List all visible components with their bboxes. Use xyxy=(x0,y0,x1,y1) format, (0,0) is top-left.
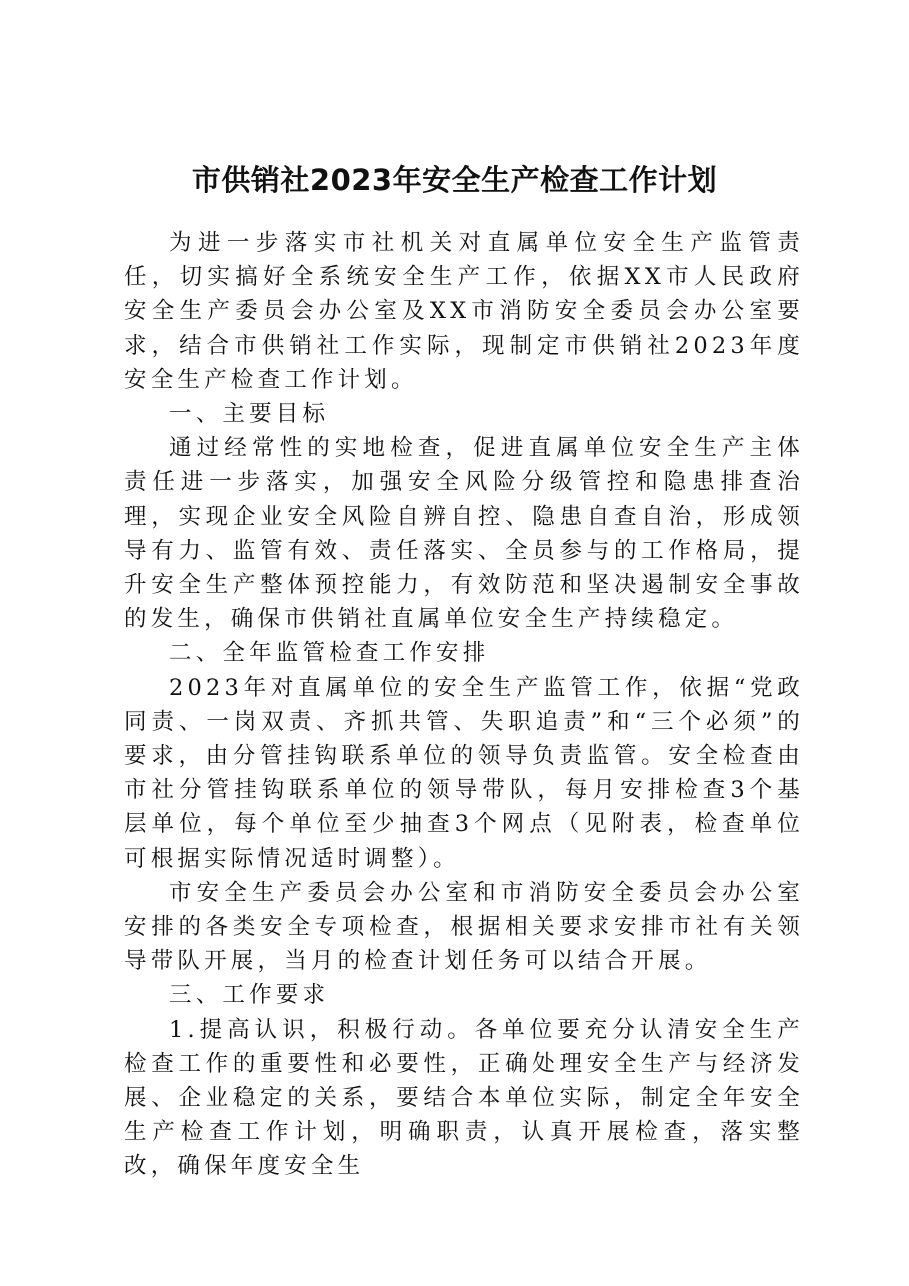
arrangement-paragraph-2: 市安全生产委员会办公室和市消防安全委员会办公室安排的各类安全专项检查，根据相关要求安排市社有关领导带队开展，当月的检查计划任务可以结合开展。 xyxy=(124,879,804,975)
section-heading-goals: 一、主要目标 xyxy=(169,401,330,428)
section-heading-arrangement: 二、全年监管检查工作安排 xyxy=(169,640,490,667)
requirements-paragraph-1: 1.提高认识，积极行动。各单位要充分认清安全生产检查工作的重要性和必要性，正确处理安全生产与经济发展、企业稳定的关系，要结合本单位实际，制定全年安全生产检查工作计划，明确职责，认真开展检查，落实整改，确保年度安全生 xyxy=(124,1016,804,1180)
section-heading-requirements: 三、工作要求 xyxy=(169,982,330,1009)
document-title: 市供销社2023年安全生产检查工作计划 xyxy=(191,163,718,197)
intro-paragraph: 为进一步落实市社机关对直属单位安全生产监管责任，切实搞好全系统安全生产工作，依据XX市人民政府安全生产委员会办公室及XX市消防安全委员会办公室要求，结合市供销社工作实际，现制定市供销社2023年度安全生产检查工作计划。 xyxy=(124,230,804,393)
goals-paragraph: 通过经常性的实地检查，促进直属单位安全生产主体责任进一步落实，加强安全风险分级管控和隐患排查治理，实现企业安全风险自辨自控、隐患自查自治，形成领导有力、监管有效、责任落实、全员参与的工作格局，提升安全生产整体预控能力，有效防范和坚决遏制安全事故的发生，确保市供销社直属单位安全生产持续稳定。 xyxy=(124,435,804,633)
document-body xyxy=(124,226,804,1184)
arrangement-paragraph-1: 2023年对直属单位的安全生产监管工作，依据“党政同责、一岗双责、齐抓共管、失职追责”和“三个必须”的要求，由分管挂钩联系单位的领导负责监管。安全检查由市社分管挂钩联系单位的领导带队，每月安排检查3个基层单位，每个单位至少抽查3个网点（见附表，检查单位可根据实际情况适时调整）。 xyxy=(124,674,804,872)
